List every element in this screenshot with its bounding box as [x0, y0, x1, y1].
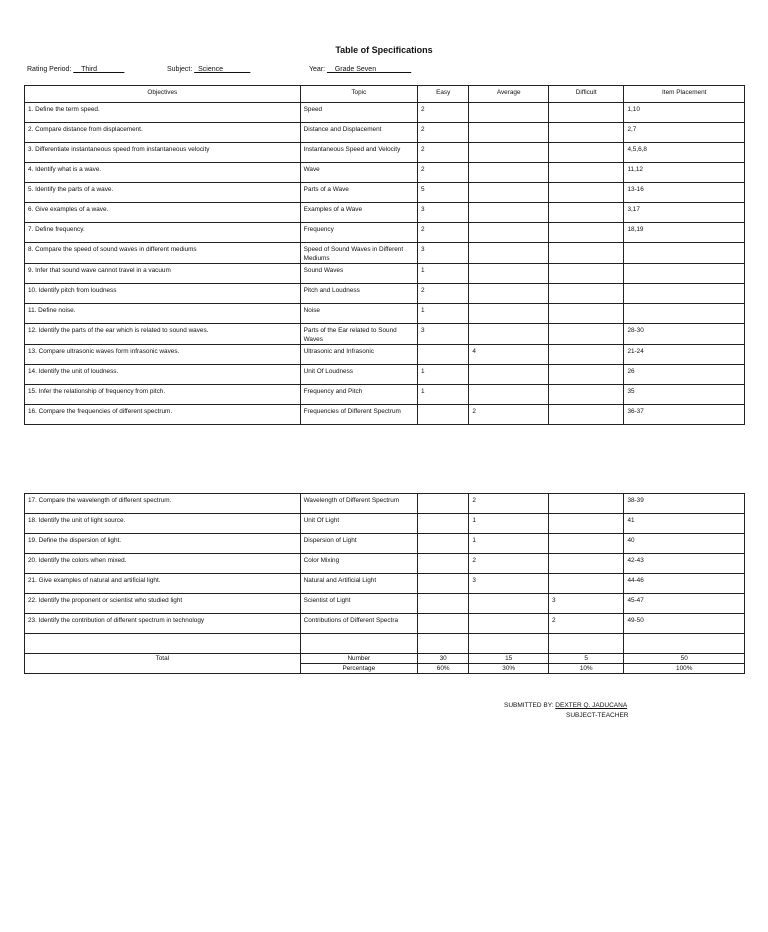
percentage-difficult: 10%	[548, 664, 623, 674]
header-easy: Easy	[418, 86, 469, 103]
table-row	[25, 163, 745, 183]
specifications-table-bottom	[24, 493, 745, 674]
average-cell	[469, 103, 549, 123]
year-value: __Grade Seven_________	[327, 66, 412, 73]
difficult-cell	[548, 123, 623, 143]
objective-cell: 5. Identify the parts of a wave.	[25, 183, 301, 203]
difficult-cell	[548, 163, 623, 183]
table-row	[25, 324, 745, 345]
objective-cell: 19. Define the dispersion of light.	[25, 534, 301, 554]
topic-cell: Ultrasonic and Infrasonic	[300, 345, 417, 365]
header-difficult: Difficult	[548, 86, 623, 103]
easy-cell: 1	[418, 304, 469, 324]
header-topic: Topic	[300, 86, 417, 103]
table-row	[25, 103, 745, 123]
easy-cell	[418, 494, 469, 514]
table-row	[25, 534, 745, 554]
table-row	[25, 634, 745, 654]
difficult-cell	[548, 143, 623, 163]
item-placement-cell: 13-16	[624, 183, 745, 203]
average-cell	[469, 183, 549, 203]
topic-cell: Examples of a Wave	[300, 203, 417, 223]
number-difficult: 5	[548, 654, 623, 664]
item-placement-cell: 35	[624, 385, 745, 405]
easy-cell	[418, 554, 469, 574]
difficult-cell	[548, 365, 623, 385]
easy-cell	[418, 345, 469, 365]
year	[309, 66, 411, 73]
easy-cell: 2	[418, 123, 469, 143]
topic-cell: Speed of Sound Waves in Different Mediums	[300, 243, 417, 264]
table-header-row	[25, 86, 745, 103]
table-row	[25, 123, 745, 143]
item-placement-cell: 21-24	[624, 345, 745, 365]
submitted-label: SUBMITTED BY:	[504, 702, 554, 709]
topic-cell: Noise	[300, 304, 417, 324]
easy-cell: 1	[418, 365, 469, 385]
specifications-table-top	[24, 85, 745, 425]
table-row	[25, 514, 745, 534]
topic-cell: Contributions of Different Spectra	[300, 614, 417, 634]
page-title: Table of Specifications	[335, 45, 433, 55]
difficult-cell	[548, 405, 623, 425]
average-cell	[469, 594, 549, 614]
table-row	[25, 554, 745, 574]
submitted-by	[504, 702, 627, 709]
year-label: Year:	[309, 66, 326, 73]
header-item-placement: Item Placement	[624, 86, 745, 103]
subject-value: _Science_______	[194, 66, 251, 73]
rating-period-value: __Third_______	[73, 66, 125, 73]
average-cell	[469, 385, 549, 405]
easy-cell	[418, 614, 469, 634]
topic-cell: Frequency	[300, 223, 417, 243]
item-placement-cell: 4,5,6,8	[624, 143, 745, 163]
topic-cell: Instantaneous Speed and Velocity	[300, 143, 417, 163]
difficult-cell	[548, 203, 623, 223]
topic-cell: Unit Of Loudness	[300, 365, 417, 385]
item-placement-cell	[624, 243, 745, 264]
objective-cell: 16. Compare the frequencies of different spectrum.	[25, 405, 301, 425]
average-cell: 3	[469, 574, 549, 594]
difficult-cell: 3	[548, 594, 623, 614]
item-placement-cell	[624, 284, 745, 304]
table-row	[25, 203, 745, 223]
difficult-cell	[548, 634, 623, 654]
table-row	[25, 494, 745, 514]
average-cell	[469, 324, 549, 345]
difficult-cell	[548, 574, 623, 594]
item-placement-cell: 26	[624, 365, 745, 385]
difficult-cell	[548, 554, 623, 574]
easy-cell: 2	[418, 223, 469, 243]
percentage-label: Percentage	[300, 664, 417, 674]
difficult-cell: 2	[548, 614, 623, 634]
difficult-cell	[548, 223, 623, 243]
table-row	[25, 385, 745, 405]
difficult-cell	[548, 304, 623, 324]
item-placement-cell: 28-30	[624, 324, 745, 345]
header-average: Average	[469, 86, 549, 103]
topic-cell: Speed	[300, 103, 417, 123]
objective-cell: 4. Identify what is a wave.	[25, 163, 301, 183]
table-row	[25, 143, 745, 163]
item-placement-cell: 42-43	[624, 554, 745, 574]
objective-cell: 6. Give examples of a wave.	[25, 203, 301, 223]
easy-cell: 1	[418, 385, 469, 405]
objective-cell: 17. Compare the wavelength of different spectrum.	[25, 494, 301, 514]
objective-cell: 3. Differentiate instantaneous speed from instantaneous velocity	[25, 143, 301, 163]
item-placement-cell: 44-46	[624, 574, 745, 594]
objective-cell: 15. Infer the relationship of frequency from pitch.	[25, 385, 301, 405]
item-placement-cell: 41	[624, 514, 745, 534]
objective-cell: 10. Identify pitch from loudness	[25, 284, 301, 304]
topic-cell	[300, 634, 417, 654]
easy-cell: 3	[418, 324, 469, 345]
average-cell	[469, 143, 549, 163]
number-average: 15	[469, 654, 549, 664]
item-placement-cell: 1,10	[624, 103, 745, 123]
easy-cell: 2	[418, 103, 469, 123]
number-total: 50	[624, 654, 745, 664]
percentage-total: 100%	[624, 664, 745, 674]
table-row	[25, 405, 745, 425]
topic-cell: Parts of a Wave	[300, 183, 417, 203]
easy-cell	[418, 514, 469, 534]
average-cell	[469, 163, 549, 183]
easy-cell: 5	[418, 183, 469, 203]
easy-cell	[418, 594, 469, 614]
subject	[167, 66, 250, 73]
objective-cell: 9. Infer that sound wave cannot travel in a vacuum	[25, 264, 301, 284]
item-placement-cell: 11,12	[624, 163, 745, 183]
topic-cell: Color Mixing	[300, 554, 417, 574]
average-cell: 2	[469, 554, 549, 574]
table-row	[25, 183, 745, 203]
objective-cell: 21. Give examples of natural and artificial light.	[25, 574, 301, 594]
average-cell	[469, 614, 549, 634]
total-label: Total	[25, 654, 301, 674]
easy-cell	[418, 405, 469, 425]
item-placement-cell: 40	[624, 534, 745, 554]
objective-cell: 14. Identify the unit of loudness.	[25, 365, 301, 385]
average-cell	[469, 264, 549, 284]
table-row	[25, 574, 745, 594]
easy-cell: 3	[418, 203, 469, 223]
percentage-average: 30%	[469, 664, 549, 674]
topic-cell: Frequencies of Different Spectrum	[300, 405, 417, 425]
difficult-cell	[548, 345, 623, 365]
objective-cell: 20. Identify the colors when mixed.	[25, 554, 301, 574]
table-row	[25, 264, 745, 284]
objective-cell: 18. Identify the unit of light source.	[25, 514, 301, 534]
objective-cell: 12. Identify the parts of the ear which is related to sound waves.	[25, 324, 301, 345]
table-row	[25, 594, 745, 614]
average-cell	[469, 243, 549, 264]
item-placement-cell	[624, 264, 745, 284]
item-placement-cell: 3,17	[624, 203, 745, 223]
item-placement-cell: 2,7	[624, 123, 745, 143]
table-row	[25, 365, 745, 385]
topic-cell: Dispersion of Light	[300, 534, 417, 554]
header-objectives: Objectives	[25, 86, 301, 103]
objective-cell: 2. Compare distance from displacement.	[25, 123, 301, 143]
rating-period-label: Rating Period:	[27, 66, 72, 73]
item-placement-cell: 18,19	[624, 223, 745, 243]
average-cell	[469, 284, 549, 304]
easy-cell: 2	[418, 163, 469, 183]
objective-cell: 7. Define frequency.	[25, 223, 301, 243]
difficult-cell	[548, 264, 623, 284]
difficult-cell	[548, 183, 623, 203]
topic-cell: Natural and Artificial Light	[300, 574, 417, 594]
easy-cell: 3	[418, 243, 469, 264]
average-cell	[469, 123, 549, 143]
average-cell: 4	[469, 345, 549, 365]
easy-cell	[418, 534, 469, 554]
table-row	[25, 284, 745, 304]
rating-period	[27, 66, 124, 73]
objective-cell: 8. Compare the speed of sound waves in different mediums	[25, 243, 301, 264]
item-placement-cell: 38-39	[624, 494, 745, 514]
average-cell	[469, 203, 549, 223]
average-cell	[469, 634, 549, 654]
topic-cell: Wavelength of Different Spectrum	[300, 494, 417, 514]
topic-cell: Frequency and Pitch	[300, 385, 417, 405]
item-placement-cell	[624, 634, 745, 654]
easy-cell: 2	[418, 284, 469, 304]
table-row	[25, 243, 745, 264]
objective-cell: 13. Compare ultrasonic waves form infrasonic waves.	[25, 345, 301, 365]
number-easy: 30	[418, 654, 469, 664]
topic-cell: Unit Of Light	[300, 514, 417, 534]
table-row	[25, 345, 745, 365]
topic-cell: Pitch and Loudness	[300, 284, 417, 304]
average-cell	[469, 223, 549, 243]
item-placement-cell	[624, 304, 745, 324]
difficult-cell	[548, 514, 623, 534]
difficult-cell	[548, 534, 623, 554]
average-cell	[469, 365, 549, 385]
average-cell: 2	[469, 494, 549, 514]
item-placement-cell: 45-47	[624, 594, 745, 614]
subject-label: Subject:	[167, 66, 193, 73]
average-cell: 2	[469, 405, 549, 425]
table-row	[25, 223, 745, 243]
difficult-cell	[548, 243, 623, 264]
average-cell: 1	[469, 514, 549, 534]
objective-cell: 23. Identify the contribution of different spectrum in technology	[25, 614, 301, 634]
average-cell	[469, 304, 549, 324]
topic-cell: Wave	[300, 163, 417, 183]
objective-cell: 1. Define the term speed.	[25, 103, 301, 123]
totals-number-row	[25, 654, 745, 664]
objective-cell: 22. Identify the proponent or scientist who studied light	[25, 594, 301, 614]
percentage-easy: 60%	[418, 664, 469, 674]
objective-cell	[25, 634, 301, 654]
topic-cell: Parts of the Ear related to Sound Waves	[300, 324, 417, 345]
objective-cell: 11. Define noise.	[25, 304, 301, 324]
teacher-role: SUBJECT-TEACHER	[566, 712, 629, 719]
item-placement-cell: 36-37	[624, 405, 745, 425]
easy-cell: 1	[418, 264, 469, 284]
difficult-cell	[548, 324, 623, 345]
easy-cell: 2	[418, 143, 469, 163]
difficult-cell	[548, 103, 623, 123]
difficult-cell	[548, 284, 623, 304]
item-placement-cell: 49-50	[624, 614, 745, 634]
easy-cell	[418, 634, 469, 654]
table-row	[25, 304, 745, 324]
number-label: Number	[300, 654, 417, 664]
topic-cell: Scientist of Light	[300, 594, 417, 614]
teacher-name: DEXTER Q. JADUCANA	[555, 702, 628, 709]
difficult-cell	[548, 494, 623, 514]
topic-cell: Sound Waves	[300, 264, 417, 284]
table-row	[25, 614, 745, 634]
average-cell: 1	[469, 534, 549, 554]
topic-cell: Distance and Displacement	[300, 123, 417, 143]
difficult-cell	[548, 385, 623, 405]
easy-cell	[418, 574, 469, 594]
